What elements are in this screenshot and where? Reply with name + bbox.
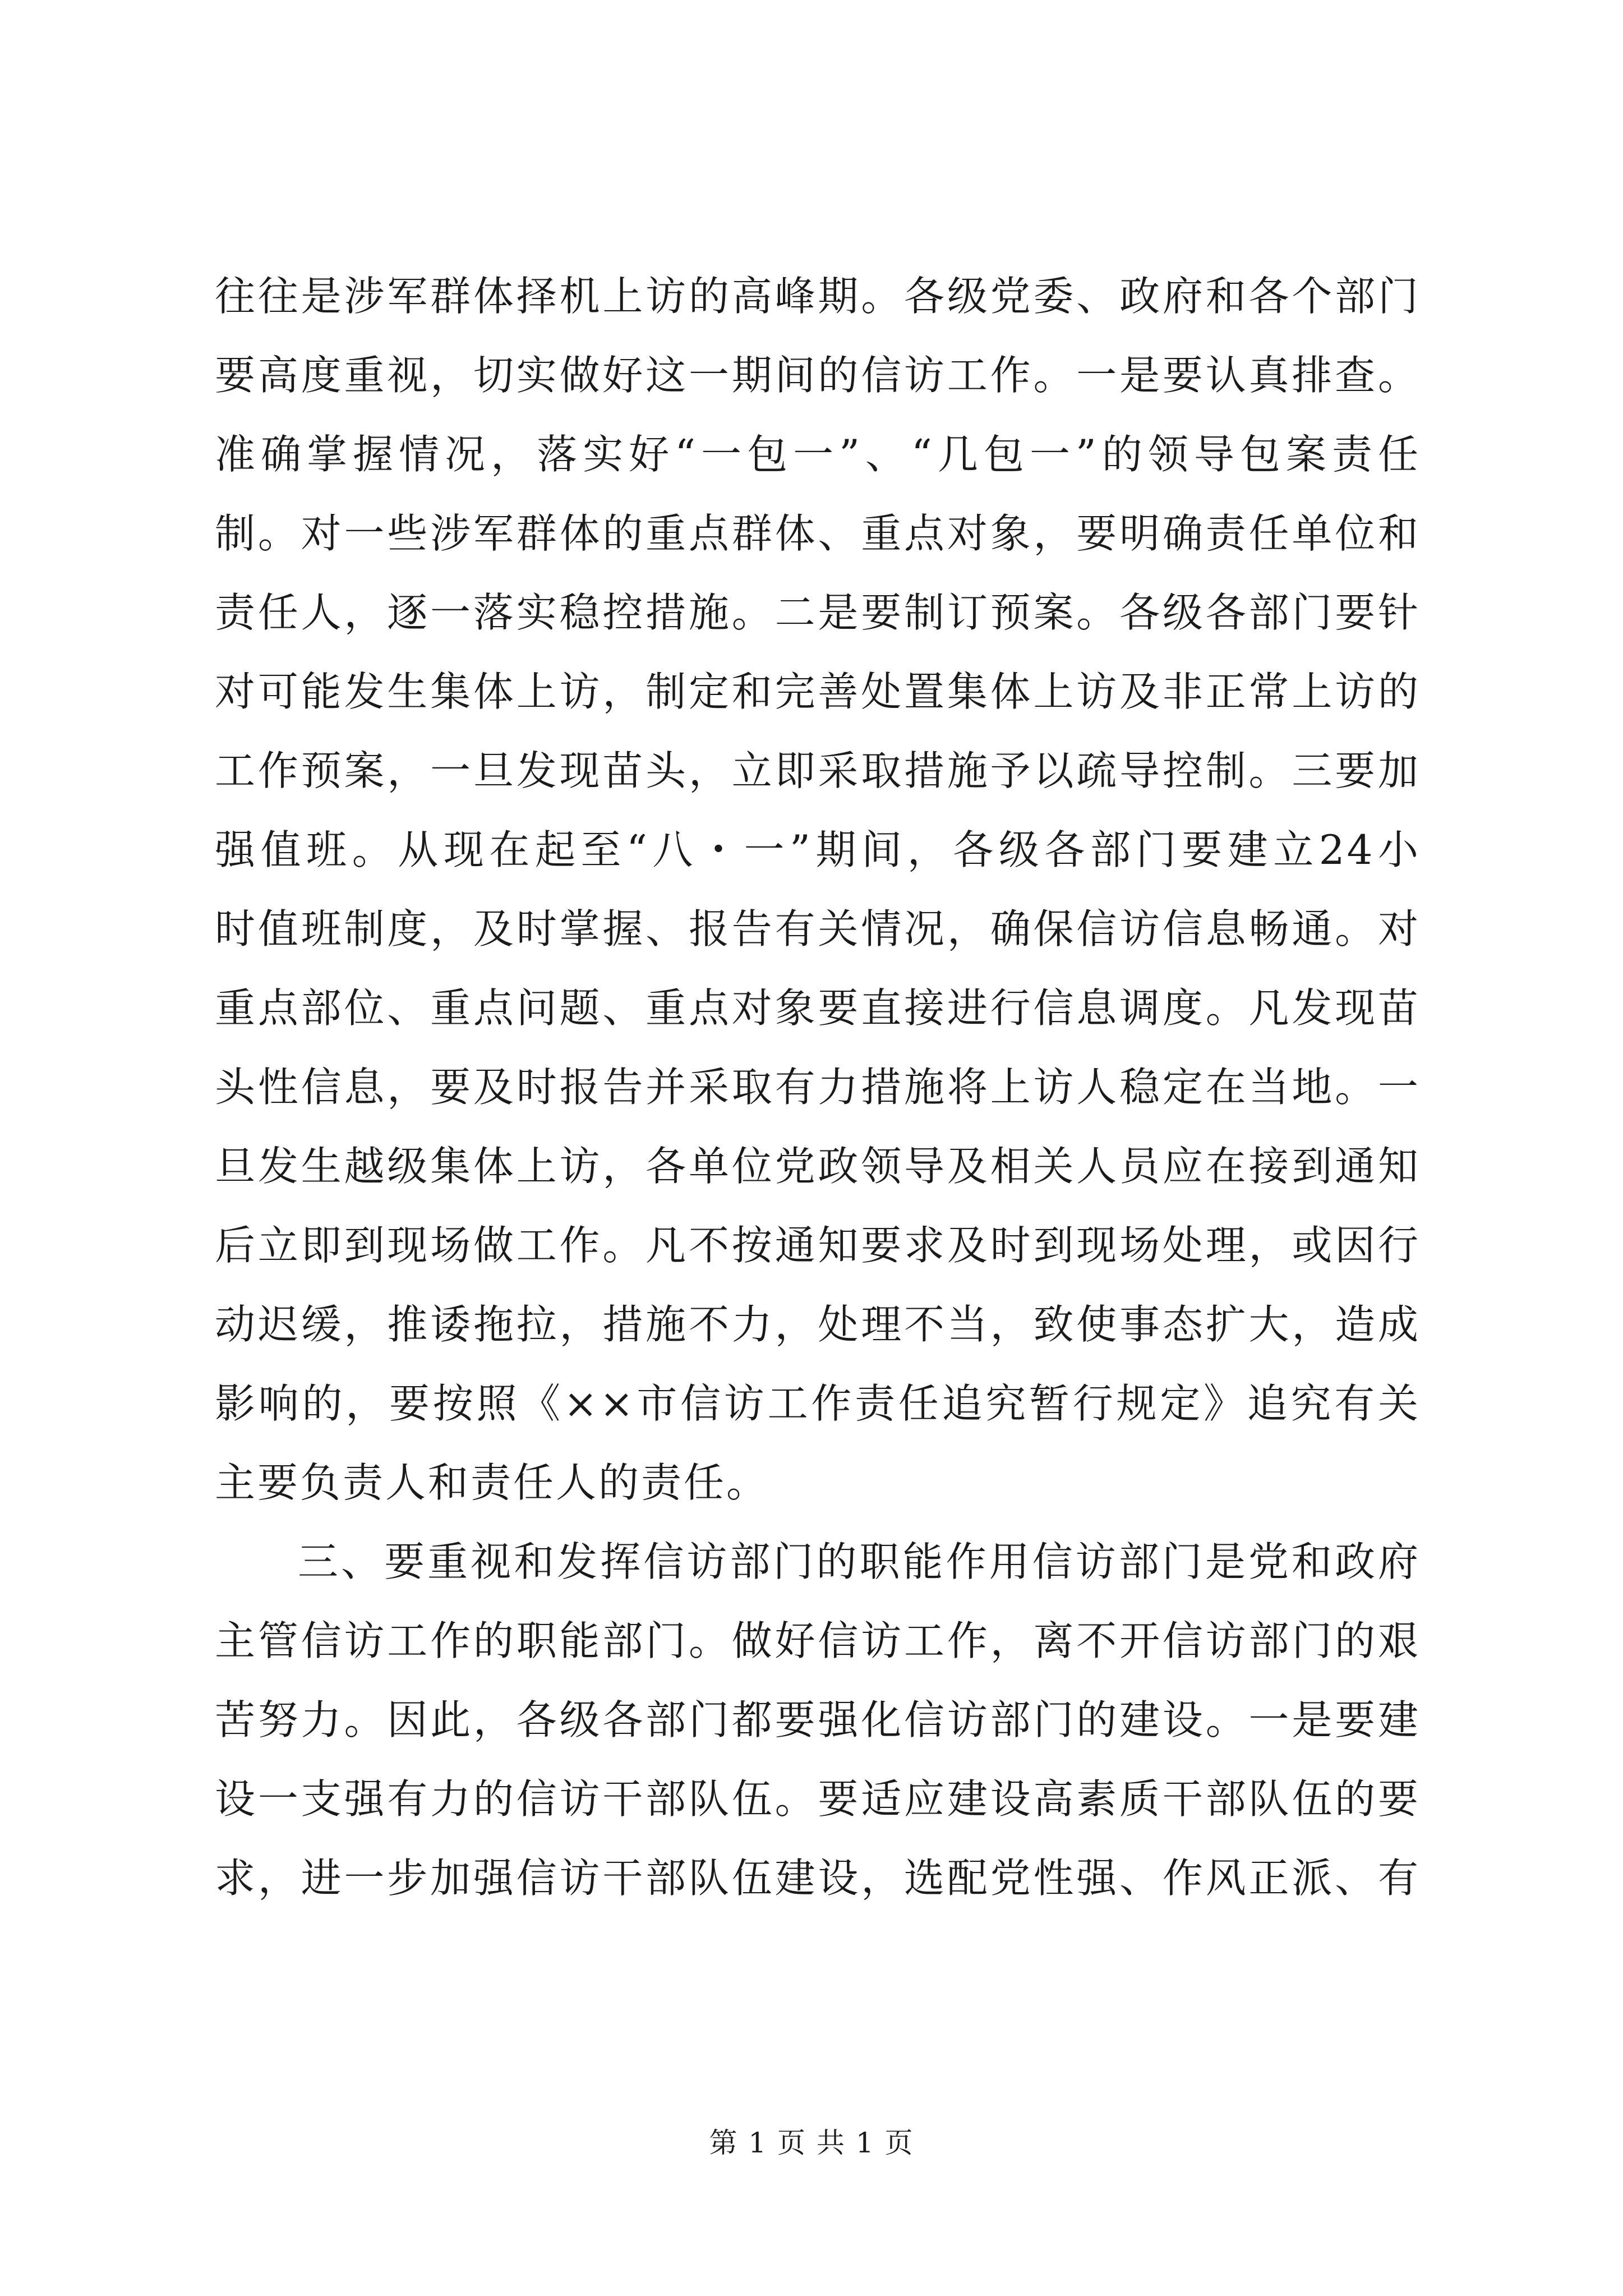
- paragraph-2: [215, 1522, 1421, 1918]
- text-line: 设一支强有力的信访干部队伍。要适应建设高素质干部队伍的要: [215, 1775, 1421, 1823]
- text-line: 头性信息，要及时报告并采取有力措施将上访人稳定在当地。一: [215, 1064, 1421, 1111]
- text-line: 往往是涉军群体择机上访的高峰期。各级党委、政府和各个部门: [215, 273, 1421, 320]
- text-line: 强值班。从现在起至“八・一”期间，各级各部门要建立24小: [215, 826, 1421, 873]
- text-line: 时值班制度，及时掌握、报告有关情况，确保信访信息畅通。对: [215, 905, 1421, 953]
- text-line: 主管信访工作的职能部门。做好信访工作，离不开信访部门的艰: [215, 1617, 1421, 1664]
- text-line: 旦发生越级集体上访，各单位党政领导及相关人员应在接到通知: [215, 1143, 1421, 1190]
- text-line: 对可能发生集体上访，制定和完善处置集体上访及非正常上访的: [215, 668, 1421, 715]
- text-line: 后立即到现场做工作。凡不按通知要求及时到现场处理，或因行: [215, 1222, 1421, 1269]
- text-line: 要高度重视，切实做好这一期间的信访工作。一是要认真排查。: [215, 352, 1421, 399]
- text-line: 动迟缓，推诿拖拉，措施不力，处理不当，致使事态扩大，造成: [215, 1301, 1421, 1348]
- text-line: 重点部位、重点问题、重点对象要直接进行信息调度。凡发现苗: [215, 984, 1421, 1032]
- text-line: 主要负责人和责任人的责任。: [215, 1459, 769, 1506]
- text-line: 工作预案，一旦发现苗头，立即采取措施予以疏导控制。三要加: [215, 747, 1421, 794]
- page-number-footer: 第 1 页 共 1 页: [709, 2127, 914, 2159]
- text-line: 准确掌握情况，落实好“一包一”、“几包一”的领导包案责任: [215, 431, 1421, 478]
- text-line: 求，进一步加强信访干部队伍建设，选配党性强、作风正派、有: [215, 1855, 1421, 1902]
- text-line: 三、要重视和发挥信访部门的职能作用信访部门是党和政府: [298, 1538, 1421, 1585]
- text-line: 责任人，逐一落实稳控措施。二是要制订预案。各级各部门要针: [215, 589, 1421, 636]
- document-body: [215, 257, 1421, 1918]
- paragraph-1: [215, 257, 1421, 1522]
- text-line: 影响的，要按照《××市信访工作责任追究暂行规定》追究有关: [215, 1380, 1421, 1427]
- text-line: 苦努力。因此，各级各部门都要强化信访部门的建设。一是要建: [215, 1696, 1421, 1743]
- text-line: 制。对一些涉军群体的重点群体、重点对象，要明确责任单位和: [215, 510, 1421, 557]
